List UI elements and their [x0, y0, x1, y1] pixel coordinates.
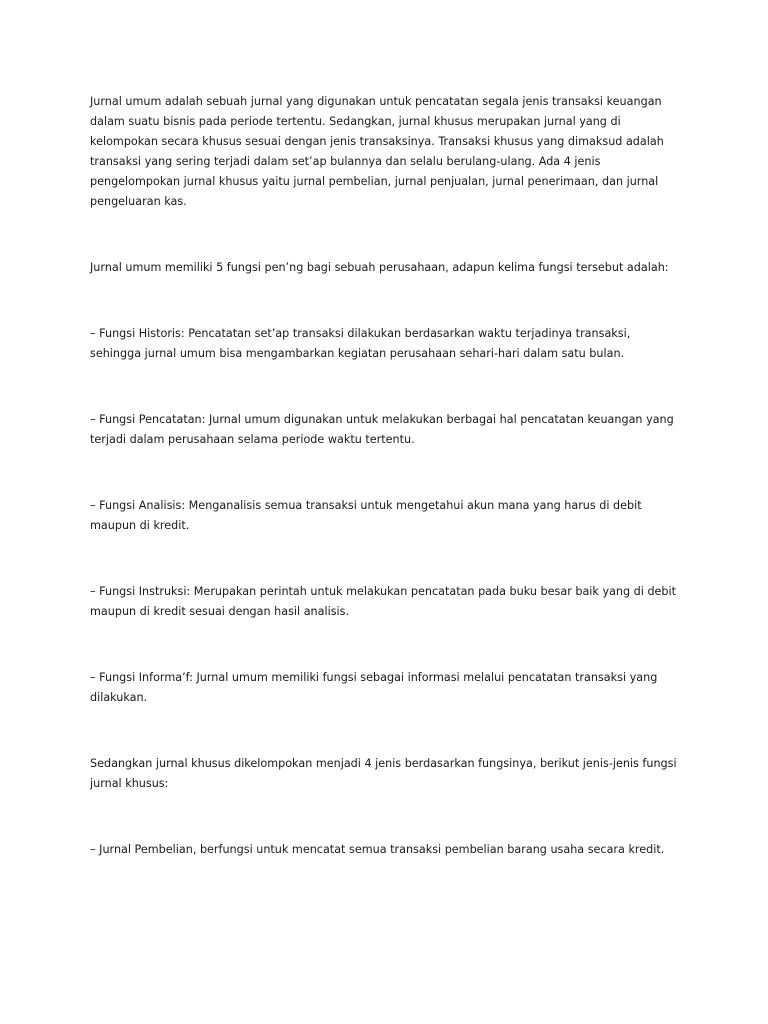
text-line: pengeluaran kas. — [90, 195, 187, 208]
text-line: maupun di kredit. — [90, 519, 190, 532]
paragraph-definition — [90, 92, 680, 212]
text-line: Sedangkan jurnal khusus dikelompokan menjadi 4 jenis berdasarkan fungsinya, berikut jenis-jenis fungsi — [90, 757, 677, 770]
paragraph-fungsi-instruksi — [90, 582, 680, 622]
paragraph-intro-functions — [90, 258, 680, 278]
paragraph-fungsi-pencatatan — [90, 410, 680, 450]
paragraph-spacer — [90, 278, 680, 324]
paragraph-spacer — [90, 450, 680, 496]
text-line: dilakukan. — [90, 691, 148, 704]
text-line: Jurnal umum memiliki 5 fungsi pen’ng bagi sebuah perusahaan, adapun kelima fungsi tersebut adalah: — [90, 261, 669, 274]
text-line: – Fungsi Pencatatan: Jurnal umum digunakan untuk melakukan berbagai hal pencatatan keuangan yang — [90, 413, 674, 426]
text-line: sehingga jurnal umum bisa mengambarkan kegiatan perusahaan sehari-hari dalam satu bulan. — [90, 347, 625, 360]
text-line: – Fungsi Informa’f: Jurnal umum memiliki fungsi sebagai informasi melalui pencatatan transaksi yang — [90, 671, 658, 684]
text-line: kelompokan secara khusus sesuai dengan jenis transaksinya. Transaksi khusus yang dimaksud adalah — [90, 135, 664, 148]
text-line: terjadi dalam perusahaan selama periode waktu tertentu. — [90, 433, 415, 446]
text-line: jurnal khusus: — [90, 777, 169, 790]
text-line: – Fungsi Instruksi: Merupakan perintah untuk melakukan pencatatan pada buku besar baik yang di debit — [90, 585, 677, 598]
paragraph-spacer — [90, 708, 680, 754]
text-line: dalam suatu bisnis pada periode tertentu. Sedangkan, jurnal khusus merupakan jurnal yang di — [90, 115, 621, 128]
paragraph-spacer — [90, 622, 680, 668]
paragraph-jurnal-khusus-intro — [90, 754, 680, 794]
paragraph-fungsi-historis — [90, 324, 680, 364]
text-line: transaksi yang sering terjadi dalam set’ap bulannya dan selalu berulang-ulang. Ada 4 jenis — [90, 155, 601, 168]
text-line: – Fungsi Historis: Pencatatan set’ap transaksi dilakukan berdasarkan waktu terjadinya transaksi, — [90, 327, 631, 340]
paragraph-jurnal-pembelian — [90, 840, 680, 860]
text-line: pengelompokan jurnal khusus yaitu jurnal pembelian, jurnal penjualan, jurnal penerimaan, dan jurnal — [90, 175, 659, 188]
paragraph-spacer — [90, 212, 680, 258]
paragraph-spacer — [90, 536, 680, 582]
paragraph-fungsi-analisis — [90, 496, 680, 536]
paragraph-spacer — [90, 364, 680, 410]
paragraph-spacer — [90, 794, 680, 840]
paragraph-fungsi-informatif — [90, 668, 680, 708]
document-page — [90, 92, 680, 860]
text-line: – Jurnal Pembelian, berfungsi untuk mencatat semua transaksi pembelian barang usaha secara kredit. — [90, 843, 665, 856]
text-line: – Fungsi Analisis: Menganalisis semua transaksi untuk mengetahui akun mana yang harus di debit — [90, 499, 642, 512]
text-line: maupun di kredit sesuai dengan hasil analisis. — [90, 605, 350, 618]
text-line: Jurnal umum adalah sebuah jurnal yang digunakan untuk pencatatan segala jenis transaksi keuangan — [90, 95, 662, 108]
